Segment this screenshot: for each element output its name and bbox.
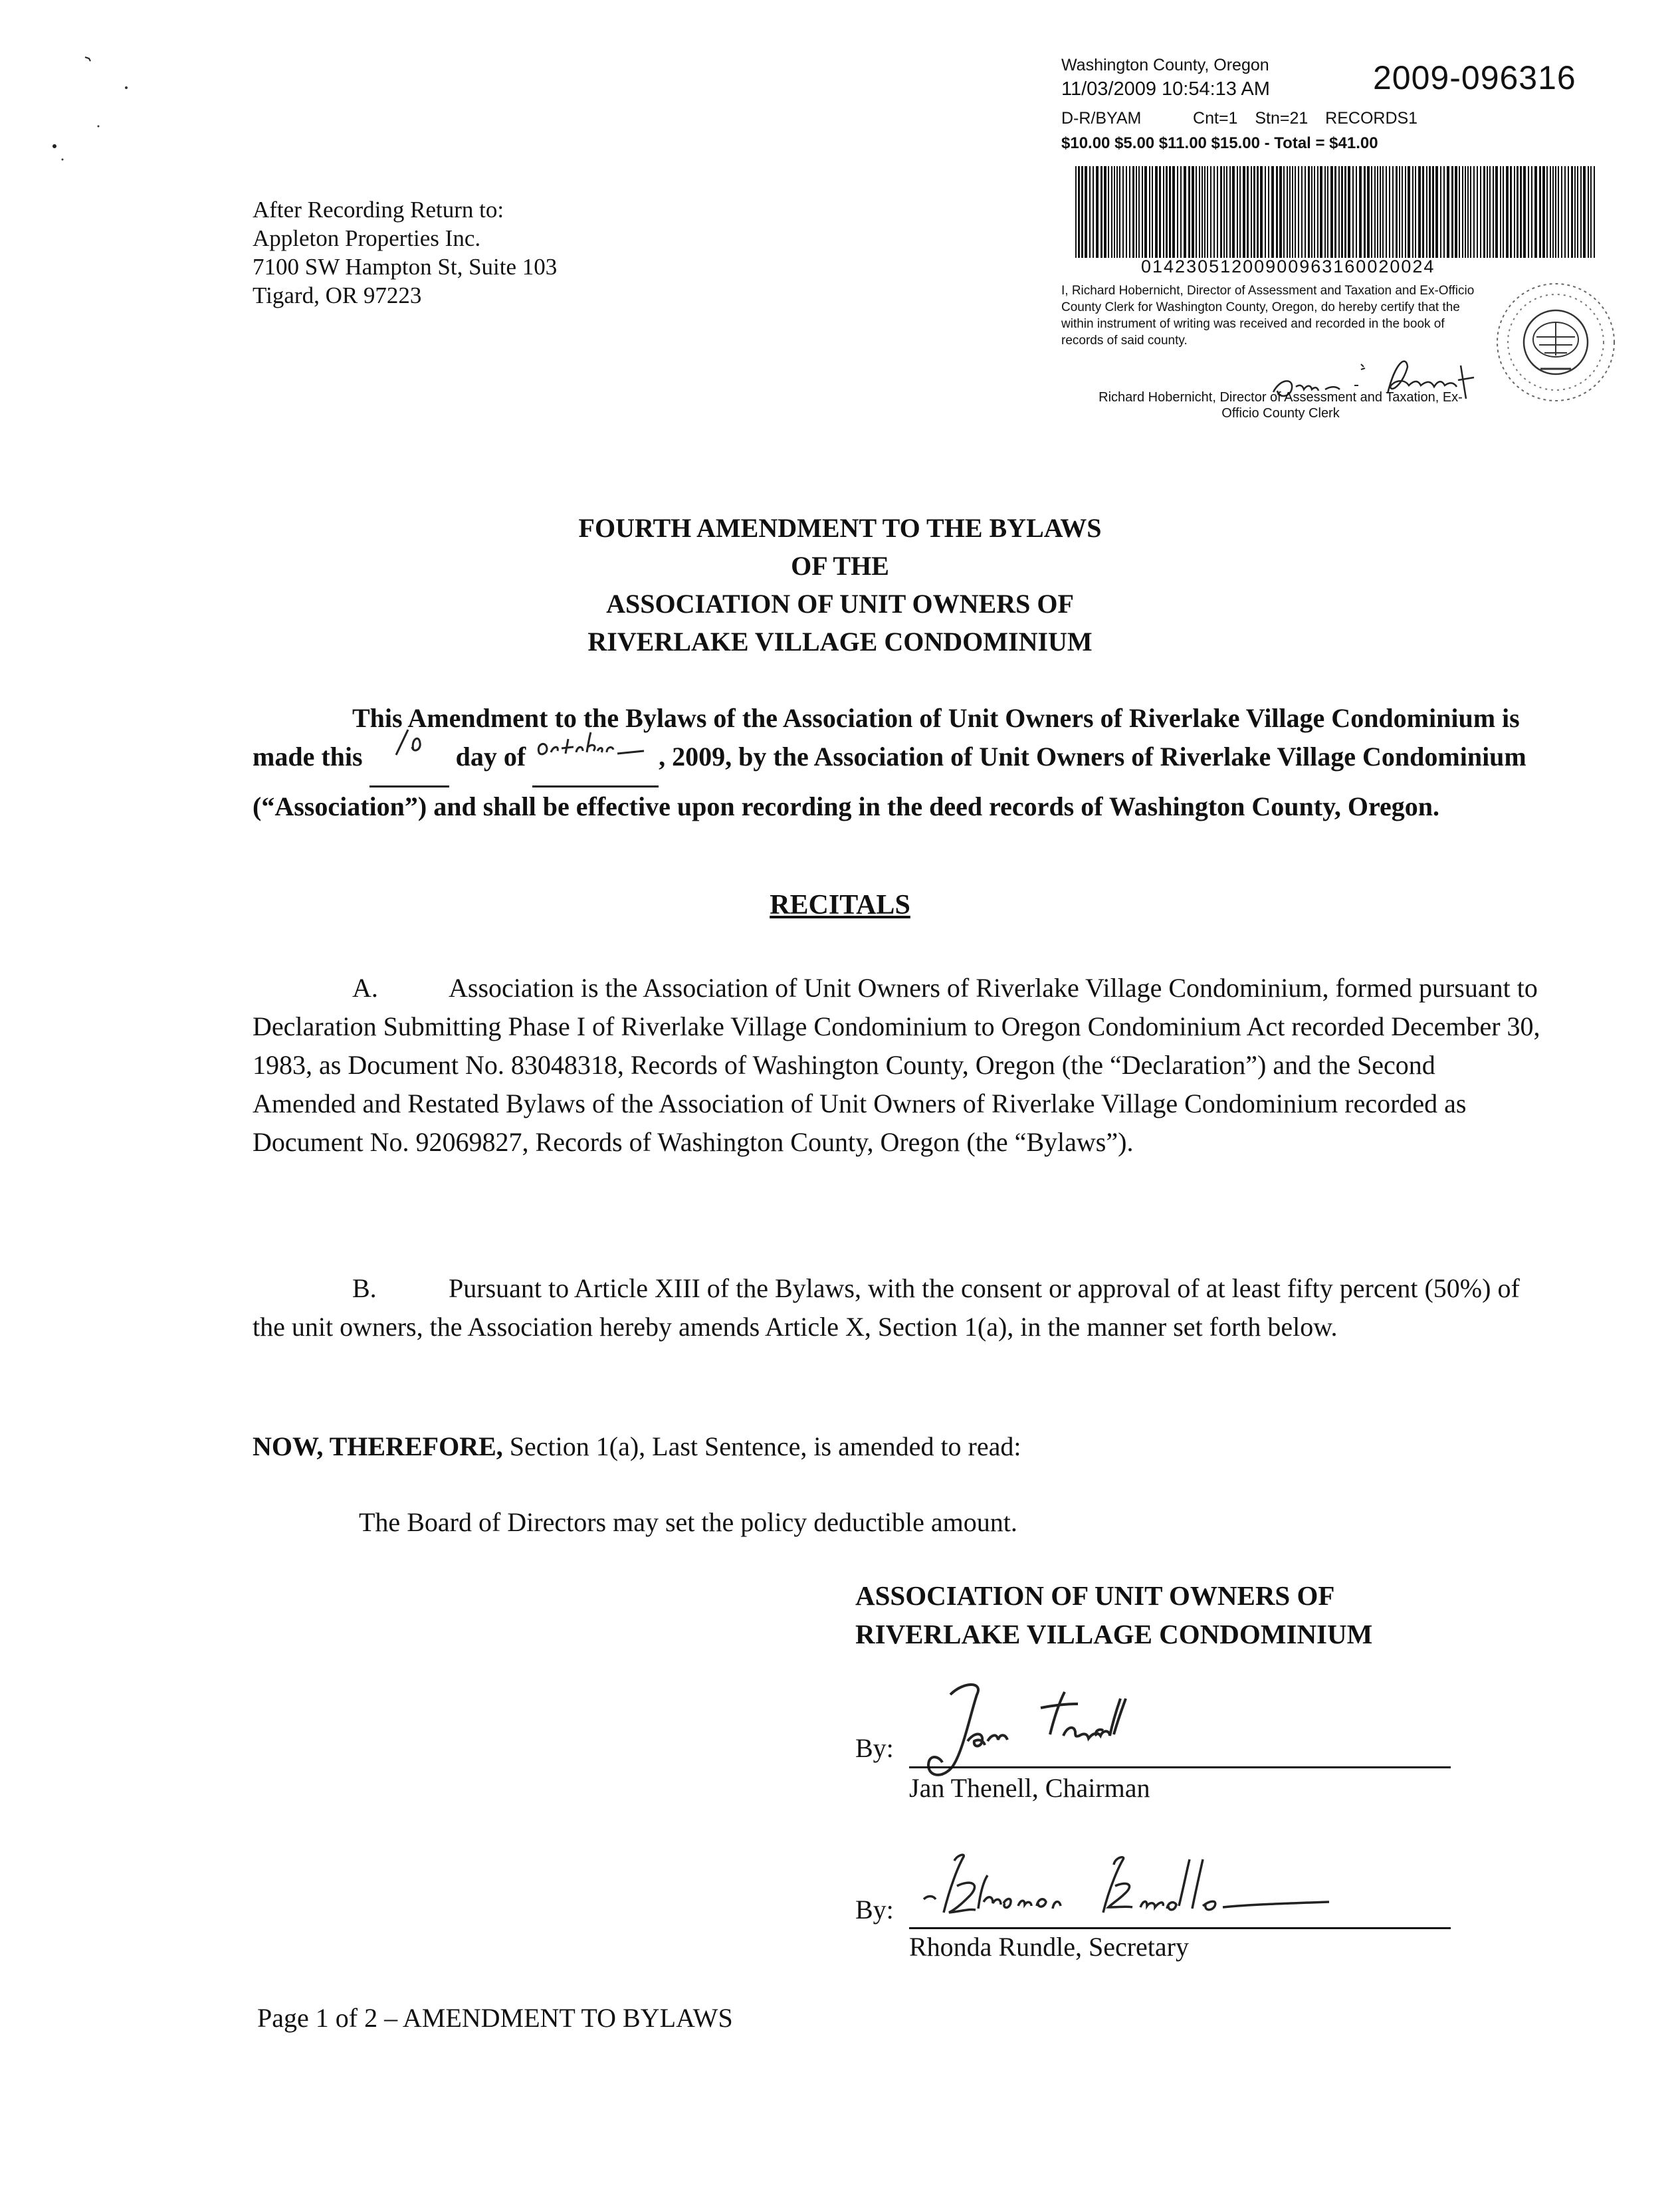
barcode-bar — [1287, 166, 1288, 258]
barcode-bar — [1367, 166, 1370, 258]
barcode-bar — [1271, 166, 1274, 258]
barcode-bar — [1574, 166, 1576, 258]
barcode-bar — [1232, 166, 1235, 258]
barcode-bar — [1204, 166, 1206, 258]
barcode-bar — [1338, 166, 1340, 258]
recital-a-label: A. — [352, 973, 378, 1003]
barcode-bar — [1229, 166, 1231, 258]
barcode-bar — [1440, 166, 1441, 258]
barcode-bar — [1324, 166, 1326, 258]
barcode-bar — [1550, 166, 1551, 258]
barcode-bar — [1138, 166, 1140, 258]
signer-1-name: Jan Thenell, Chairman — [909, 1773, 1150, 1803]
barcode-bar — [1426, 166, 1427, 258]
now-therefore-text: Section 1(a), Last Sentence, is amended to read: — [502, 1431, 1021, 1461]
intro-paragraph — [253, 699, 1542, 826]
return-address-company: Appleton Properties Inc. — [253, 225, 481, 251]
barcode-bar — [1142, 166, 1143, 258]
barcode-bar — [1510, 166, 1512, 258]
barcode-bar — [1382, 166, 1384, 258]
scan-marks — [40, 47, 140, 179]
barcode-bar — [1163, 166, 1164, 258]
barcode-bar — [1226, 166, 1227, 258]
barcode-bar — [1359, 166, 1362, 258]
barcode-bar — [1207, 166, 1208, 258]
barcode-bar — [1443, 166, 1445, 258]
barcode-bar — [1334, 166, 1336, 258]
page-footer: Page 1 of 2 – AMENDMENT TO BYLAWS — [257, 2003, 733, 2033]
month-field — [532, 738, 659, 787]
amended-sentence: The Board of Directors may set the policy deductible amount. — [359, 1507, 1017, 1537]
barcode-bar — [1477, 166, 1478, 258]
barcode-bar — [1483, 166, 1485, 258]
barcode-bar — [1213, 166, 1215, 258]
barcode-bar — [1467, 166, 1469, 258]
barcode-bar — [1166, 166, 1168, 258]
barcode-bar — [1352, 166, 1354, 258]
barcode-bar — [1341, 166, 1343, 258]
intro-text-3: , 2009, by the Association of Unit Owners of Riverlake Village Condominium (“Association”) and shall be effective upon recording in the deed records of Washington County, Oregon. — [253, 742, 1526, 821]
recital-b-label: B. — [352, 1273, 377, 1303]
barcode-bar — [1239, 166, 1241, 258]
barcode-bar — [1177, 166, 1178, 258]
barcode-bar — [1199, 166, 1200, 258]
barcode-bar — [1422, 166, 1424, 258]
barcode-bar — [1085, 166, 1087, 258]
barcode-bar — [1480, 166, 1481, 258]
barcode-bar — [1364, 166, 1366, 258]
barcode-bar — [1429, 166, 1431, 258]
barcode-bar — [1470, 166, 1471, 258]
barcode-bar — [1279, 166, 1282, 258]
barcode-bar — [1405, 166, 1406, 258]
day-field — [369, 738, 449, 787]
signature-org-line-1: ASSOCIATION OF UNIT OWNERS OF — [855, 1580, 1335, 1611]
recording-fees: $10.00 $5.00 $11.00 $15.00 - Total = $41.00 — [1061, 134, 1378, 152]
barcode-bar — [1495, 166, 1498, 258]
barcode-bar — [1473, 166, 1475, 258]
barcode-bar — [1493, 166, 1494, 258]
barcode-bar — [1451, 166, 1453, 258]
barcode-bar — [1577, 166, 1578, 258]
barcode-bar — [1356, 166, 1357, 258]
barcode-bar — [1292, 166, 1293, 258]
barcode-bar — [1594, 166, 1595, 258]
return-address-city: Tigard, OR 97223 — [253, 282, 422, 308]
signature-line-2 — [909, 1927, 1451, 1929]
barcode-bar — [1169, 166, 1171, 258]
barcode-bar — [1415, 166, 1416, 258]
barcode-bar — [1590, 166, 1592, 258]
barcode-bar — [1210, 166, 1211, 258]
now-therefore-clause — [253, 1427, 1542, 1466]
barcode-bar — [1552, 166, 1554, 258]
barcode-bar — [1396, 166, 1398, 258]
barcode — [1075, 166, 1595, 258]
barcode-bar — [1172, 166, 1175, 258]
barcode-bar — [1298, 166, 1299, 258]
clerk-certification: I, Richard Hobernicht, Director of Assessment and Taxation and Ex-Officio County Clerk for Washington County, Oregon, do hereby certify that the within instrument of writing was received and recorded in the book of records of said county. — [1061, 284, 1475, 348]
barcode-bar — [1295, 166, 1296, 258]
barcode-bar — [1408, 166, 1410, 258]
barcode-bar — [1588, 166, 1589, 258]
barcode-bar — [1192, 166, 1194, 258]
barcode-bar — [1289, 166, 1291, 258]
barcode-bar — [1546, 166, 1548, 258]
intro-text-2: day of — [455, 742, 526, 772]
recording-county: Washington County, Oregon — [1061, 56, 1269, 74]
barcode-bar — [1081, 166, 1083, 258]
barcode-bar — [1564, 166, 1566, 258]
barcode-bar — [1089, 166, 1091, 258]
barcode-bar — [1149, 166, 1150, 258]
barcode-bar — [1265, 166, 1266, 258]
barcode-bar — [1418, 166, 1421, 258]
barcode-bar — [1520, 166, 1522, 258]
barcode-bar — [1558, 166, 1559, 258]
barcode-bar — [1374, 166, 1376, 258]
barcode-bar — [1126, 166, 1127, 258]
barcode-bar — [1534, 166, 1537, 258]
recording-datetime: 11/03/2009 10:54:13 AM — [1061, 78, 1270, 100]
barcode-bar — [1389, 166, 1390, 258]
barcode-bar — [1399, 166, 1400, 258]
signer-2-name: Rhonda Rundle, Secretary — [909, 1932, 1189, 1962]
barcode-bar — [1517, 166, 1519, 258]
barcode-bar — [1144, 166, 1147, 258]
barcode-bar — [1386, 166, 1387, 258]
barcode-bar — [1119, 166, 1120, 258]
barcode-bar — [1075, 166, 1077, 258]
return-address-label: After Recording Return to: — [253, 197, 504, 223]
title-line-1: FOURTH AMENDMENT TO THE BYLAWS — [578, 513, 1102, 543]
title-line-2: OF THE — [791, 551, 889, 581]
title-line-4: RIVERLAKE VILLAGE CONDOMINIUM — [587, 627, 1093, 657]
recording-station-line: D-R/BYAM Cnt=1 Stn=21 RECORDS1 — [1061, 109, 1418, 128]
clerk-name: Richard Hobernicht, Director of Assessment and Taxation, Ex-Officio County Clerk — [1099, 390, 1463, 421]
barcode-bar — [1184, 166, 1186, 258]
barcode-bar — [1114, 166, 1115, 258]
barcode-bar — [1465, 166, 1466, 258]
barcode-bar — [1435, 166, 1438, 258]
intro-text-1: This Amendment to the Bylaws of the Association of Unit Owners of Riverlake Village Condominium is made this — [253, 703, 1520, 772]
barcode-bar — [1132, 166, 1134, 258]
barcode-bar — [1330, 166, 1333, 258]
signature-org-line-2: RIVERLAKE VILLAGE CONDOMINIUM — [855, 1619, 1373, 1649]
barcode-bar — [1155, 166, 1158, 258]
barcode-bar — [1317, 166, 1318, 258]
recording-document-number: 2009-096316 — [1373, 59, 1576, 96]
barcode-bar — [1561, 166, 1562, 258]
barcode-bar — [1380, 166, 1381, 258]
barcode-bar — [1220, 166, 1222, 258]
barcode-bar — [1500, 166, 1501, 258]
barcode-bar — [1531, 166, 1532, 258]
barcode-bar — [1180, 166, 1182, 258]
barcode-bar — [1122, 166, 1124, 258]
secretary-signature — [904, 1839, 1356, 1939]
barcode-bar — [1542, 166, 1545, 258]
by-label-1: By: — [855, 1733, 894, 1763]
barcode-bar — [1243, 166, 1245, 258]
barcode-bar — [1196, 166, 1197, 258]
barcode-bar — [1539, 166, 1541, 258]
return-address-street: 7100 SW Hampton St, Suite 103 — [253, 254, 558, 280]
title-line-3: ASSOCIATION OF UNIT OWNERS OF — [606, 589, 1074, 619]
barcode-bar — [1568, 166, 1569, 258]
barcode-bar — [1283, 166, 1285, 258]
barcode-bar — [1344, 166, 1346, 258]
barcode-bar — [1320, 166, 1322, 258]
barcode-bar — [1136, 166, 1137, 258]
barcode-bar — [1432, 166, 1434, 258]
barcode-bar — [1528, 166, 1529, 258]
barcode-bar — [1371, 166, 1372, 258]
barcode-bar — [1108, 166, 1109, 258]
recital-b — [253, 1269, 1542, 1346]
barcode-bar — [1487, 166, 1488, 258]
signature-block-heading — [855, 1576, 1372, 1653]
barcode-bar — [1217, 166, 1218, 258]
return-address — [253, 195, 557, 310]
barcode-bar — [1308, 166, 1310, 258]
barcode-number: 01423051200900963160020024 — [1141, 257, 1435, 276]
barcode-bar — [1571, 166, 1573, 258]
barcode-bar — [1268, 166, 1269, 258]
recitals-heading: RECITALS — [770, 890, 910, 920]
barcode-bar — [1311, 166, 1312, 258]
barcode-bar — [1129, 166, 1130, 258]
barcode-bar — [1402, 166, 1403, 258]
barcode-bar — [1152, 166, 1153, 258]
barcode-bar — [1489, 166, 1491, 258]
barcode-bar — [1159, 166, 1161, 258]
barcode-bar — [1348, 166, 1350, 258]
barcode-bar — [1116, 166, 1118, 258]
barcode-bar — [1101, 166, 1102, 258]
recital-a — [253, 969, 1542, 1162]
barcode-bar — [1276, 166, 1278, 258]
barcode-bar — [1327, 166, 1328, 258]
barcode-bar — [1462, 166, 1463, 258]
by-label-2: By: — [855, 1895, 894, 1925]
barcode-bar — [1377, 166, 1378, 258]
barcode-bar — [1251, 166, 1252, 258]
barcode-bar — [1111, 166, 1112, 258]
barcode-bar — [1247, 166, 1249, 258]
barcode-bar — [1459, 166, 1460, 258]
barcode-bar — [1305, 166, 1306, 258]
barcode-bar — [1447, 166, 1449, 258]
barcode-bar — [1555, 166, 1556, 258]
barcode-bar — [1580, 166, 1582, 258]
barcode-bar — [1301, 166, 1303, 258]
barcode-bar — [1392, 166, 1394, 258]
barcode-bar — [1506, 166, 1509, 258]
recital-a-text: Association is the Association of Unit Owners of Riverlake Village Condominium, formed pursuant to Declaration Submitting Phase I of Riverlake Village Condominium to Oregon Condominium Act recorded December 30, 1983, as Document No. 83048318, Records of Washington County, Oregon (the “Declaration”) and the Second Amended and Restated Bylaws of the Association of Unit Owners of Riverlake Village Condominium recorded as Document No. 92069827, Records of Washington County, Oregon (the “Bylaws”). — [253, 973, 1540, 1157]
barcode-bar — [1202, 166, 1203, 258]
barcode-bar — [1223, 166, 1225, 258]
barcode-bar — [1253, 166, 1255, 258]
barcode-bar — [1078, 166, 1080, 258]
barcode-bar — [1514, 166, 1515, 258]
barcode-bar — [1314, 166, 1315, 258]
document-title — [0, 509, 1680, 661]
barcode-bar — [1188, 166, 1190, 258]
county-seal-icon — [1493, 276, 1619, 409]
now-therefore-lead: NOW, THEREFORE, — [253, 1431, 503, 1461]
signature-line-1 — [909, 1766, 1451, 1768]
barcode-bar — [1412, 166, 1414, 258]
chairman-signature — [904, 1675, 1249, 1781]
barcode-bar — [1237, 166, 1238, 258]
recital-b-text: Pursuant to Article XIII of the Bylaws, with the consent or approval of at least fifty percent (50%) of the unit owners, the Association hereby amends Article X, Section 1(a), in the manner set forth below. — [253, 1273, 1520, 1342]
barcode-bar — [1523, 166, 1526, 258]
barcode-bar — [1093, 166, 1094, 258]
barcode-bar — [1104, 166, 1106, 258]
barcode-bar — [1260, 166, 1263, 258]
barcode-bar — [1257, 166, 1259, 258]
barcode-bar — [1096, 166, 1099, 258]
barcode-bar — [1583, 166, 1586, 258]
barcode-bar — [1455, 166, 1457, 258]
barcode-bar — [1503, 166, 1504, 258]
